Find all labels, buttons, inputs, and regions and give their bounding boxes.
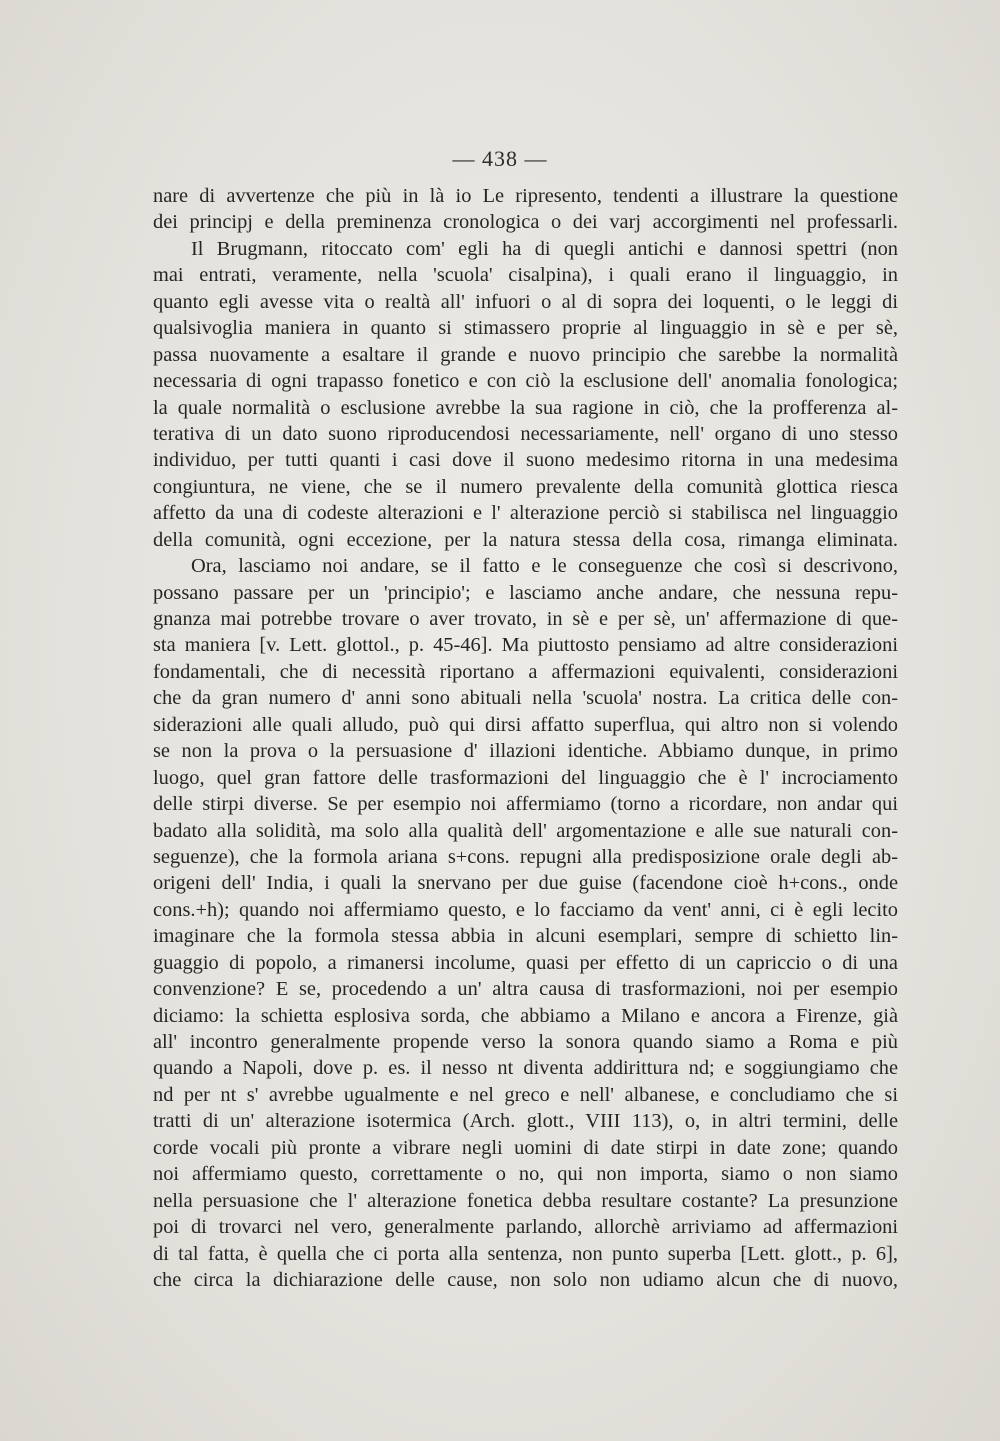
text-line: della comunità, ogni eccezione, per la natura stessa della cosa, rimanga eliminata.: [153, 528, 898, 551]
text-line: quando a Napoli, dove p. es. il nesso nt diventa addirittura nd; e soggiungiamo che: [153, 1057, 898, 1080]
text-line: badato alla solidità, ma solo alla qualità dell' argomentazione e alle sue naturali con-: [153, 819, 898, 842]
text-line: all' incontro generalmente propende verso la sonora quando siamo a Roma e più: [153, 1031, 898, 1053]
text-line: sta maniera [v. Lett. glottol., p. 45-46]. Ma piuttosto pensiamo ad altre considerazioni: [153, 634, 898, 657]
text-line: gnanza mai potrebbe trovare o aver trovato, in sè e per sè, un' affermazione di que-: [153, 608, 898, 630]
text-line: corde vocali più pronte a vibrare negli uomini di date stirpi in date zone; quando: [153, 1136, 898, 1159]
text-line: quanto egli avesse vita o realtà all' infuori o al di sopra dei loquenti, o le leggi di: [153, 290, 898, 313]
text-line: Ora, lasciamo noi andare, se il fatto e le conseguenze che così si descrivono,: [191, 555, 898, 578]
text-line: mai entrati, veramente, nella 'scuola' cisalpina), i quali erano il linguaggio, in: [153, 264, 898, 287]
text-line: possano passare per un 'principio'; e lasciamo anche andare, che nessuna repu-: [153, 581, 898, 604]
text-line: di tal fatta, è quella che ci porta alla sentenza, non punto superba [Lett. glott., p. 6],: [153, 1242, 898, 1265]
body-text: [153, 183, 898, 1293]
text-line: cons.+h); quando noi affermiamo questo, e lo facciamo da vent' anni, ci è egli lecito: [153, 898, 898, 921]
text-line: siderazioni alle quali alludo, può qui dirsi affatto superflua, qui altro non si volendo: [153, 713, 898, 736]
text-line: che da gran numero d' anni sono abituali nella 'scuola' nostra. La critica delle con-: [153, 687, 898, 710]
text-line: passa nuovamente a esaltare il grande e nuovo principio che sarebbe la normalità: [153, 343, 898, 366]
text-line: congiuntura, ne viene, che se il numero prevalente della comunità glottica riesca: [153, 475, 898, 498]
text-line: nare di avvertenze che più in là io Le ripresento, tendenti a illustrare la questione: [153, 185, 898, 207]
text-line: diciamo: la schietta esplosiva sorda, che abbiamo a Milano e ancora a Firenze, già: [153, 1004, 898, 1027]
text-line: guaggio di popolo, a rimanersi incolume, quasi per effetto di un capriccio o di una: [153, 951, 898, 974]
text-line: dei principj e della preminenza cronologica o dei varj accorgimenti nel professarli.: [153, 211, 898, 234]
text-line: affetto da una di codeste alterazioni e l' alterazione perciò si stabilisca nel linguaggio: [153, 502, 898, 525]
text-line: delle stirpi diverse. Se per esempio noi affermiamo (torno a ricordare, non andar qui: [153, 793, 898, 816]
page-number: — 438 —: [452, 146, 548, 171]
text-line: necessaria di ogni trapasso fonetico e con ciò la esclusione dell' anomalia fonologica;: [153, 370, 898, 393]
text-line: Il Brugmann, ritoccato com' egli ha di quegli antichi e dannosi spettri (non: [191, 237, 898, 260]
text-line: nella persuasione che l' alterazione fonetica debba resultare costante? La presunzione: [153, 1189, 898, 1212]
text-line: poi di trovarci nel vero, generalmente parlando, allorchè arriviamo ad affermazioni: [153, 1216, 898, 1239]
text-line: la quale normalità o esclusione avrebbe la sua ragione in ciò, che la profferenza al-: [153, 396, 898, 419]
text-line: convenzione? E se, procedendo a un' altra causa di trasformazioni, noi per esempio: [153, 978, 898, 1001]
text-line: noi affermiamo questo, correttamente o no, qui non importa, siamo o non siamo: [153, 1163, 898, 1186]
text-line: individuo, per tutti quanti i casi dove il suono medesimo ritorna in una medesima: [153, 449, 898, 472]
text-line: che circa la dichiarazione delle cause, non solo non udiamo alcun che di nuovo,: [153, 1268, 898, 1291]
text-line: terativa di un dato suono riproducendosi necessariamente, nell' organo di uno stesso: [153, 422, 898, 445]
text-line: seguenze), che la formola ariana s+cons. repugni alla predisposizione orale degli ab-: [153, 845, 898, 868]
text-line: nd per nt s' avrebbe ugualmente e nel greco e nell' albanese, e concludiamo che si: [153, 1083, 898, 1106]
text-line: imaginare che la formola stessa abbia in alcuni esemplari, sempre di schietto lin-: [153, 925, 898, 948]
text-line: se non la prova o la persuasione d' illazioni identiche. Abbiamo dunque, in primo: [153, 740, 898, 763]
text-line: tratti di un' alterazione isotermica (Arch. glott., VIII 113), o, in altri termini, delle: [153, 1110, 898, 1133]
text-line: fondamentali, che di necessità riportano a affermazioni equivalenti, considerazioni: [153, 660, 898, 683]
text-line: luogo, quel gran fattore delle trasformazioni del linguaggio che è l' incrociamento: [153, 766, 898, 789]
text-line: origeni dell' India, i quali la snervano per due guise (facendone cioè h+cons., onde: [153, 872, 898, 895]
text-line: qualsivoglia maniera in quanto si stimassero proprie al linguaggio in sè e per sè,: [153, 317, 898, 340]
